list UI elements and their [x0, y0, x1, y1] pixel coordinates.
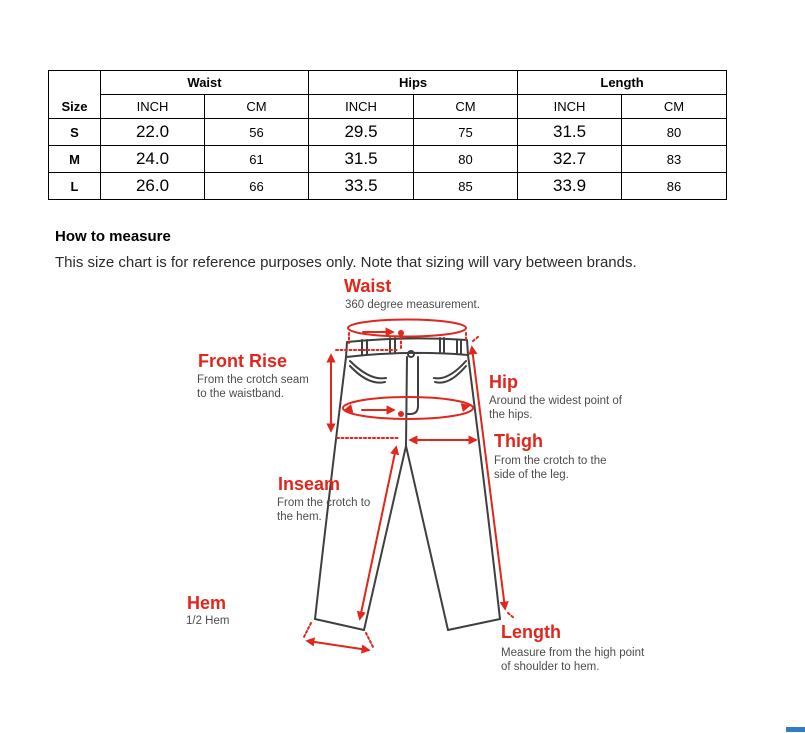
unit-header: INCH — [101, 95, 205, 119]
hip-description: Around the widest point of the hips. — [489, 395, 622, 421]
pants-outline — [315, 338, 500, 630]
waist-inch-value: 26.0 — [101, 173, 205, 200]
hip-label: Hip — [489, 372, 518, 392]
hip-measure-ellipse — [343, 397, 473, 419]
thigh-description: From the crotch to the side of the leg. — [494, 455, 607, 481]
waist-measure-ellipse — [348, 320, 466, 337]
unit-header: CM — [414, 95, 518, 119]
hem-description: 1/2 Hem — [186, 615, 230, 627]
length-description: Measure from the high point of shoulder to hem. — [501, 647, 645, 673]
hip-dot — [398, 411, 404, 417]
length-cm-value: 80 — [622, 119, 727, 146]
size-label: M — [49, 146, 101, 173]
size-label: S — [49, 119, 101, 146]
inseam-description: From the crotch to the hem. — [277, 497, 371, 523]
waist-label: Waist — [344, 276, 392, 296]
hips-inch-value: 33.5 — [309, 173, 414, 200]
group-header-waist: Waist — [101, 71, 309, 95]
length-cm-value: 83 — [622, 146, 727, 173]
hips-inch-value: 31.5 — [309, 146, 414, 173]
hips-cm-value: 75 — [414, 119, 518, 146]
size-column-header: Size — [49, 71, 101, 119]
reference-note: This size chart is for reference purposes only. Note that sizing will vary between brands. — [55, 254, 637, 271]
horizontal-scrollbar-thumb[interactable] — [786, 727, 805, 732]
front-rise-label: Front Rise — [198, 351, 288, 371]
group-header-length: Length — [518, 71, 727, 95]
hips-cm-value: 85 — [414, 173, 518, 200]
waist-cm-value: 56 — [205, 119, 309, 146]
front-rise-description: From the crotch seam to the waistband. — [197, 374, 309, 400]
hips-cm-value: 80 — [414, 146, 518, 173]
hips-inch-value: 29.5 — [309, 119, 414, 146]
inseam-label: Inseam — [278, 474, 341, 494]
group-header-hips: Hips — [309, 71, 518, 95]
unit-header: INCH — [309, 95, 414, 119]
length-cm-value: 86 — [622, 173, 727, 200]
unit-header: CM — [205, 95, 309, 119]
how-to-measure-heading: How to measure — [55, 228, 171, 245]
length-inch-value: 33.9 — [518, 173, 622, 200]
length-label: Length — [501, 622, 561, 642]
hem-arrow — [308, 641, 368, 650]
unit-header: CM — [622, 95, 727, 119]
thigh-label: Thigh — [494, 431, 543, 451]
waist-cm-value: 61 — [205, 146, 309, 173]
hem-label: Hem — [187, 593, 227, 613]
unit-header: INCH — [518, 95, 622, 119]
waist-inch-value: 22.0 — [101, 119, 205, 146]
size-label: L — [49, 173, 101, 200]
waist-cm-value: 66 — [205, 173, 309, 200]
length-inch-value: 31.5 — [518, 119, 622, 146]
inseam-arrow — [360, 448, 396, 618]
waist-dot — [398, 330, 404, 336]
waist-description: 360 degree measurement. — [345, 299, 480, 311]
length-inch-value: 32.7 — [518, 146, 622, 173]
waist-inch-value: 24.0 — [101, 146, 205, 173]
